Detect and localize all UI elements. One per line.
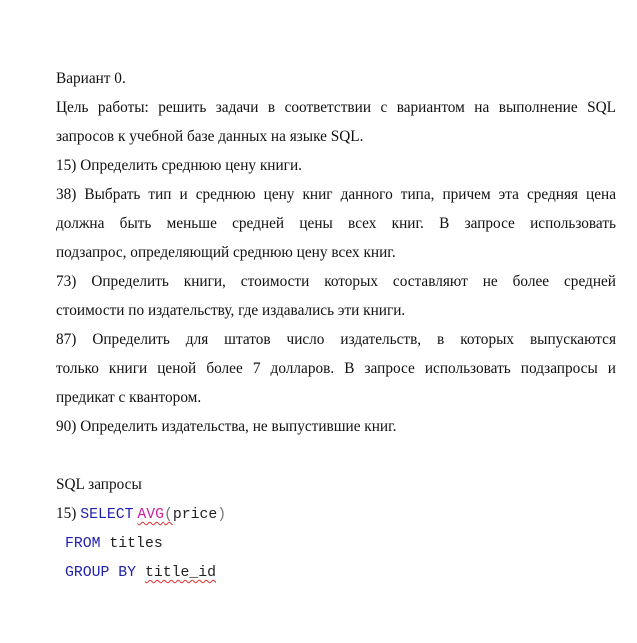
goal-line-1: Цель работы: решить задачи в соответствии с вариантом на выполнение SQL xyxy=(56,99,616,116)
task-87-line-3: предикат с квантором. xyxy=(56,389,202,406)
sql-from-keyword: FROM xyxy=(65,536,101,552)
document-body xyxy=(56,64,616,588)
sql-argument: price xyxy=(172,507,218,523)
sql-table-name: titles xyxy=(109,536,163,552)
sql-close-paren: ) xyxy=(217,507,227,523)
blank-line xyxy=(56,441,616,470)
sql-group-column: title_id xyxy=(144,565,216,581)
task-90: 90) Определить издательства, не выпустившие книг. xyxy=(56,418,397,435)
task-38-line-2: должна быть меньше средней цены всех книг. В запросе использовать xyxy=(56,215,616,232)
sql-group-by-keyword: GROUP BY xyxy=(65,565,137,581)
variant-title: Вариант 0. xyxy=(56,70,126,87)
sql-select-keyword: SELECT xyxy=(80,507,134,523)
task-15: 15) Определить среднюю цену книги. xyxy=(56,157,302,174)
goal-line-2: запросов к учебной базе данных на языке SQL. xyxy=(56,128,364,145)
task-73-line-1: 73) Определить книги, стоимости которых составляют не более средней xyxy=(56,273,616,290)
sql-line-from xyxy=(56,530,616,559)
task-87-line-2: только книги ценой более 7 долларов. В запросе использовать подзапросы и xyxy=(56,360,616,377)
sql-heading: SQL запросы xyxy=(56,476,142,493)
sql-line-group xyxy=(56,559,616,588)
task-38-line-3: подзапрос, определяющий среднюю цену всех книг. xyxy=(56,244,396,261)
sql-avg-function: AVG( xyxy=(137,507,173,523)
task-87-line-1: 87) Определить для штатов число издательств, в которых выпускаются xyxy=(56,331,616,348)
task-73-line-2: стоимости по издательству, где издавались эти книги. xyxy=(56,302,406,319)
sql-prefix: 15) xyxy=(56,505,77,522)
sql-line-select xyxy=(56,499,616,530)
task-38-line-1: 38) Выбрать тип и среднюю цену книг данного типа, причем эта средняя цена xyxy=(56,186,616,203)
